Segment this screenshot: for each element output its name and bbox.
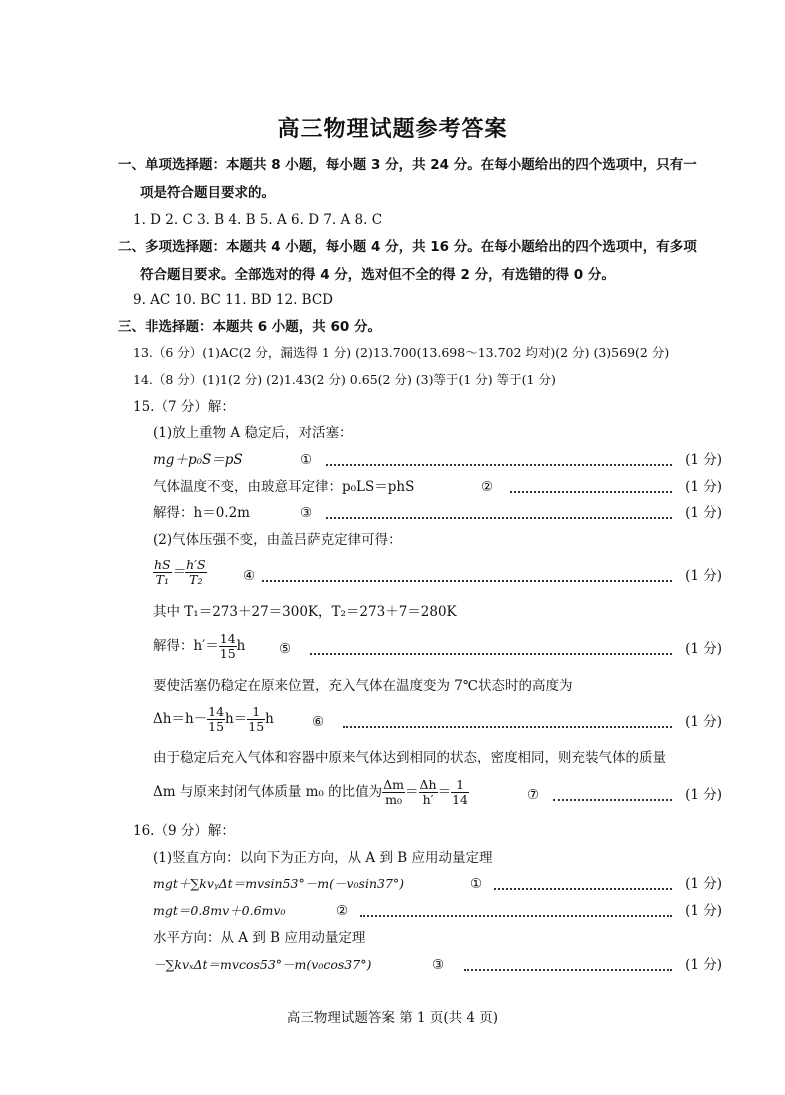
leader-dots <box>494 888 672 890</box>
q15-eq6: 解得：h′＝ $\frac{14}{15}$ h <box>153 631 246 661</box>
leader-dots <box>310 653 672 655</box>
q16-mark1: ① <box>470 876 483 892</box>
section1-heading: 一、单项选择题：本题共 8 小题，每小题 3 分，共 24 分。在每小题给出的四个选项中，只有一 <box>118 157 697 173</box>
q13-answer: 13.（6 分）(1)AC(2 分，漏选得 1 分) (2)13.700(13.698～13.702 均对)(2 分) (3)569(2 分) <box>133 345 670 360</box>
q15-mark6: ⑥ <box>312 714 325 730</box>
q16-part2: 水平方向：从 A 到 B 应用动量定理 <box>153 930 366 946</box>
q16-score1: (1 分) <box>685 876 722 892</box>
leader-dots <box>510 491 672 493</box>
q15-line3: 解得：h＝0.2m <box>153 505 250 521</box>
leader-dots <box>343 726 672 728</box>
q15-part1: (1)放上重物 A 稳定后，对活塞： <box>153 425 353 441</box>
section2-heading-cont: 符合题目要求。全部选对的得 4 分，选对但不全的得 2 分，有选错的得 0 分。 <box>140 267 615 283</box>
q15-mark3: ③ <box>300 505 313 521</box>
fraction: $\frac{14}{15}$ <box>208 704 225 734</box>
q15-heading: 15.（7 分）解： <box>133 399 235 415</box>
q16-eq2: mgt＝0.8mv＋0.6mv₀ <box>153 903 286 918</box>
q16-eq1: mgt＋∑kvᵧΔt＝mvsin53°－m(－v₀sin37°) <box>153 876 405 891</box>
q16-mark3: ③ <box>432 957 445 973</box>
leader-dots <box>553 799 672 801</box>
leader-dots <box>326 517 672 519</box>
section1-heading-cont: 项是符合题目要求的。 <box>140 185 275 201</box>
q15-line2: 气体温度不变，由玻意耳定律：p₀LS＝phS <box>153 479 415 495</box>
leader-dots <box>262 580 672 582</box>
q16-mark2: ② <box>336 903 349 919</box>
fraction: $\frac{1}{14}$ <box>452 777 469 807</box>
q15-mark1: ① <box>300 452 313 468</box>
q15-part2: (2)气体压强不变，由盖吕萨克定律可得： <box>153 532 402 548</box>
page-title: 高三物理试题参考答案 <box>277 117 508 142</box>
q15-mark2: ② <box>481 479 494 495</box>
q15-mark5: ⑤ <box>279 641 292 657</box>
q15-mark7: ⑦ <box>527 787 540 803</box>
section1-answers: 1. D 2. C 3. B 4. B 5. A 6. D 7. A 8. C <box>133 212 383 228</box>
q15-eq10: Δm 与原来封闭气体质量 m₀ 的比值为 $\frac{\Delta m}{\text{m₀}}$ ＝ $\frac{\Delta h}{h'}$ ＝ $\frac{1}{14}$ <box>153 777 469 807</box>
section2-answers: 9. AC 10. BC 11. BD 12. BCD <box>133 292 333 308</box>
fraction: $\frac{\Delta h}{h'}$ <box>419 777 437 807</box>
q15-eq8: Δh＝h－ $\frac{14}{15}$ h＝ $\frac{1}{15}$ h <box>153 704 274 734</box>
q15-score1: (1 分) <box>685 452 722 468</box>
section2-heading: 二、多项选择题：本题共 4 小题，每小题 4 分，共 16 分。在每小题给出的四个选项中，有多项 <box>118 239 697 255</box>
q15-eq1: mg＋p₀S＝pS <box>153 452 243 468</box>
fraction: $\frac{hS}{\text{T₁}}$ <box>154 557 171 587</box>
q16-heading: 16.（9 分）解： <box>133 823 235 839</box>
fraction: $\frac{14}{15}$ <box>219 631 236 661</box>
q15-score2: (1 分) <box>685 479 722 495</box>
leader-dots <box>360 915 672 917</box>
page-footer: 高三物理试题答案 第 1 页(共 4 页) <box>286 1010 499 1026</box>
q16-part1: (1)竖直方向：以向下为正方向，从 A 到 B 应用动量定理 <box>153 850 493 866</box>
section3-heading: 三、非选择题：本题共 6 小题，共 60 分。 <box>118 319 381 335</box>
q15-score7: (1 分) <box>685 787 722 803</box>
q16-eq3: －∑kvₓΔt＝mvcos53°－m(v₀cos37°) <box>153 957 372 972</box>
fraction: $\frac{\Delta m}{\text{m₀}}$ <box>383 777 405 807</box>
q15-eq4: $\frac{hS}{\text{T₁}}$ ＝ $\frac{h'S}{\text{T₂}}$ <box>154 557 206 587</box>
q15-score4: (1 分) <box>685 568 722 584</box>
leader-dots <box>464 969 672 971</box>
q16-score3: (1 分) <box>685 957 722 973</box>
q15-line5: 其中 T₁＝273＋27＝300K，T₂＝273＋7＝280K <box>153 604 457 620</box>
q14-answer: 14.（8 分）(1)1(2 分) (2)1.43(2 分) 0.65(2 分) (3)等于(1 分) 等于(1 分) <box>133 372 556 387</box>
q15-score6: (1 分) <box>685 714 722 730</box>
q15-line7: 要使活塞仍稳定在原来位置，充入气体在温度变为 7℃状态时的高度为 <box>153 678 573 694</box>
q15-line9: 由于稳定后充入气体和容器中原来气体达到相同的状态，密度相同，则充装气体的质量 <box>153 750 666 766</box>
q15-mark4: ④ <box>243 568 256 584</box>
q15-score3: (1 分) <box>685 505 722 521</box>
q16-score2: (1 分) <box>685 903 722 919</box>
fraction: $\frac{1}{15}$ <box>248 704 265 734</box>
fraction: $\frac{h'S}{\text{T₂}}$ <box>186 557 206 587</box>
leader-dots <box>326 464 672 466</box>
q15-score5: (1 分) <box>685 641 722 657</box>
